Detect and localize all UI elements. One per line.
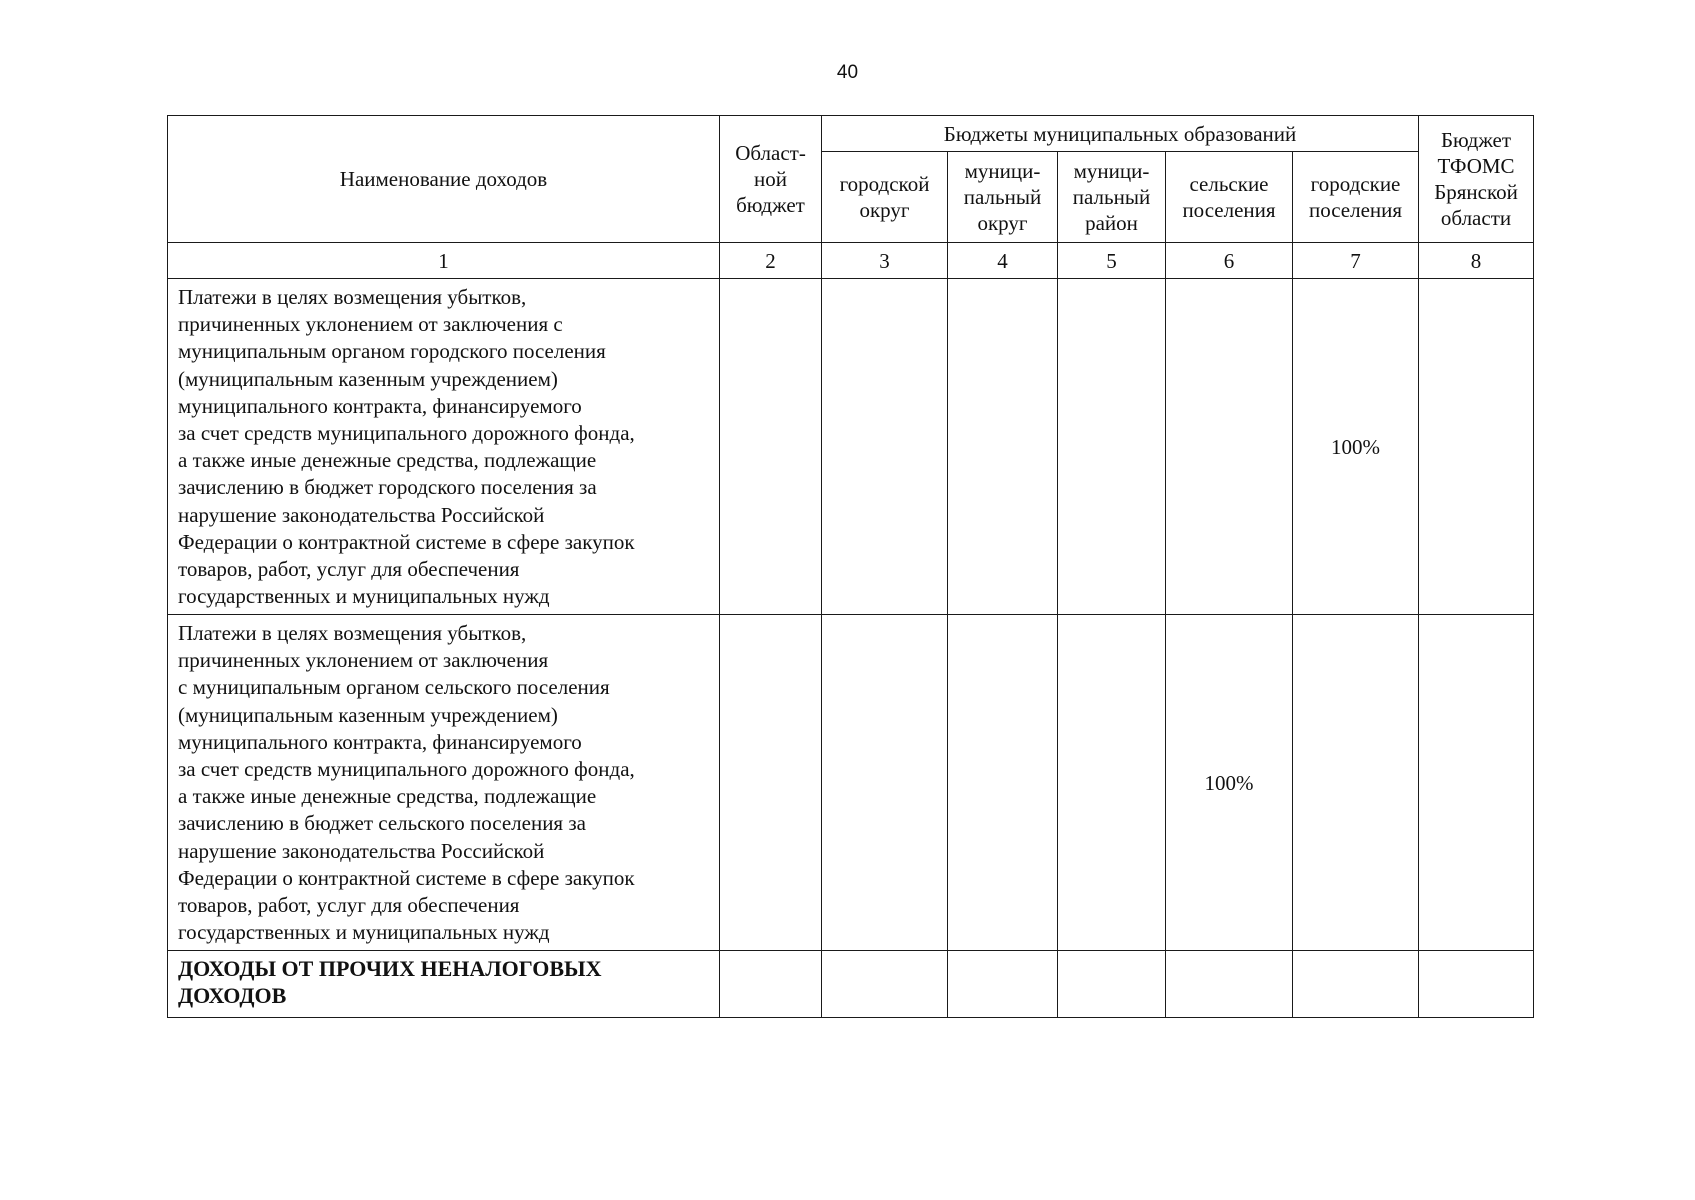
cell-municipal-okrug xyxy=(948,951,1058,1018)
income-section-title xyxy=(168,951,720,1018)
header-regional-line: ной xyxy=(754,167,787,191)
cell-rural-settlements xyxy=(1166,951,1293,1018)
cell-municipal-rayon xyxy=(1058,279,1166,615)
column-number-row xyxy=(168,243,1534,279)
description-line: причиненных уклонением от заключения xyxy=(178,648,549,673)
header-city-district-line: городской xyxy=(839,172,930,196)
header-municipal-rayon xyxy=(1058,152,1166,243)
header-urban-settlements xyxy=(1293,152,1419,243)
column-number: 7 xyxy=(1293,243,1419,279)
description-line: а также иные денежные средства, подлежащие xyxy=(178,448,597,473)
description-line: муниципального контракта, финансируемого xyxy=(178,393,582,418)
description-line: товаров, работ, услуг для обеспечения xyxy=(178,893,520,918)
table-row xyxy=(168,279,1534,615)
description-line: государственных и муниципальных нужд xyxy=(178,584,550,609)
description-line: с муниципальным органом сельского поселения xyxy=(178,675,610,700)
cell-tfoms-budget xyxy=(1419,951,1534,1018)
header-municipal-rayon-line: муници- xyxy=(1073,159,1150,183)
header-city-district xyxy=(822,152,948,243)
column-number: 2 xyxy=(720,243,822,279)
description-line: товаров, работ, услуг для обеспечения xyxy=(178,557,520,582)
header-municipal-okrug xyxy=(948,152,1058,243)
header-regional-line: бюджет xyxy=(736,193,805,217)
cell-municipal-rayon xyxy=(1058,951,1166,1018)
cell-city-district xyxy=(822,279,948,615)
income-description xyxy=(168,279,720,615)
description-line: причиненных уклонением от заключения с xyxy=(178,312,563,337)
cell-regional-budget xyxy=(720,615,822,951)
cell-tfoms-budget xyxy=(1419,279,1534,615)
cell-municipal-rayon xyxy=(1058,615,1166,951)
column-number: 5 xyxy=(1058,243,1166,279)
header-tfoms-line: ТФОМС xyxy=(1437,154,1515,178)
description-line: (муниципальным казенным учреждением) xyxy=(178,366,558,391)
income-description xyxy=(168,615,720,951)
cell-municipal-okrug xyxy=(948,279,1058,615)
header-rural-settlements-line: сельские xyxy=(1189,172,1269,196)
header-municipal-okrug-line: пальный xyxy=(963,185,1042,209)
cell-city-district xyxy=(822,615,948,951)
description-line: нарушение законодательства Российской xyxy=(178,838,545,863)
table-row xyxy=(168,615,1534,951)
header-regional-line: Област- xyxy=(735,141,806,165)
description-line: нарушение законодательства Российской xyxy=(178,502,545,527)
cell-rural-settlements xyxy=(1166,279,1293,615)
cell-urban-settlements: 100% xyxy=(1293,279,1419,615)
description-line: зачислению в бюджет сельского поселения за xyxy=(178,811,586,836)
cell-municipal-okrug xyxy=(948,615,1058,951)
description-line: ДОХОДЫ ОТ ПРОЧИХ НЕНАЛОГОВЫХ xyxy=(178,956,602,981)
header-urban-settlements-line: поселения xyxy=(1308,198,1403,222)
column-number: 1 xyxy=(168,243,720,279)
header-tfoms-line: Брянской xyxy=(1434,180,1518,204)
header-tfoms-budget xyxy=(1419,116,1534,243)
description-line: за счет средств муниципального дорожного фонда, xyxy=(178,757,635,782)
description-line: (муниципальным казенным учреждением) xyxy=(178,702,558,727)
table-row xyxy=(168,951,1534,1018)
page-number: 40 xyxy=(836,62,859,83)
description-line: Федерации о контрактной системе в сфере закупок xyxy=(178,529,635,554)
header-regional-budget xyxy=(720,116,822,243)
cell-urban-settlements xyxy=(1293,951,1419,1018)
description-line: за счет средств муниципального дорожного фонда, xyxy=(178,421,635,446)
cell-city-district xyxy=(822,951,948,1018)
header-municipal-rayon-line: пальный xyxy=(1072,185,1151,209)
description-line: ДОХОДОВ xyxy=(178,983,287,1008)
description-line: муниципального контракта, финансируемого xyxy=(178,729,582,754)
header-municipal-okrug-line: муници- xyxy=(964,159,1041,183)
column-number: 3 xyxy=(822,243,948,279)
header-rural-settlements xyxy=(1166,152,1293,243)
header-municipal-budgets: Бюджеты муниципальных образований xyxy=(822,116,1419,152)
header-city-district-line: округ xyxy=(859,198,910,222)
header-urban-settlements-line: городские xyxy=(1310,172,1401,196)
description-line: муниципальным органом городского поселения xyxy=(178,339,606,364)
description-line: зачислению в бюджет городского поселения за xyxy=(178,475,597,500)
description-line: Платежи в целях возмещения убытков, xyxy=(178,285,527,309)
column-number: 4 xyxy=(948,243,1058,279)
header-municipal-rayon-line: район xyxy=(1085,211,1138,235)
header-rural-settlements-line: поселения xyxy=(1182,198,1276,222)
description-line: а также иные денежные средства, подлежащие xyxy=(178,784,597,809)
header-income-name: Наименование доходов xyxy=(168,116,720,243)
description-line: государственных и муниципальных нужд xyxy=(178,920,550,945)
cell-regional-budget xyxy=(720,951,822,1018)
header-tfoms-line: области xyxy=(1440,206,1512,230)
description-line: Платежи в целях возмещения убытков, xyxy=(178,621,527,645)
description-line: Федерации о контрактной системе в сфере закупок xyxy=(178,865,635,890)
cell-tfoms-budget xyxy=(1419,615,1534,951)
cell-urban-settlements xyxy=(1293,615,1419,951)
column-number: 6 xyxy=(1166,243,1293,279)
header-tfoms-line: Бюджет xyxy=(1440,128,1512,152)
cell-regional-budget xyxy=(720,279,822,615)
header-municipal-okrug-line: округ xyxy=(977,211,1028,235)
cell-rural-settlements: 100% xyxy=(1166,615,1293,951)
income-distribution-table xyxy=(167,115,1534,1018)
column-number: 8 xyxy=(1419,243,1534,279)
